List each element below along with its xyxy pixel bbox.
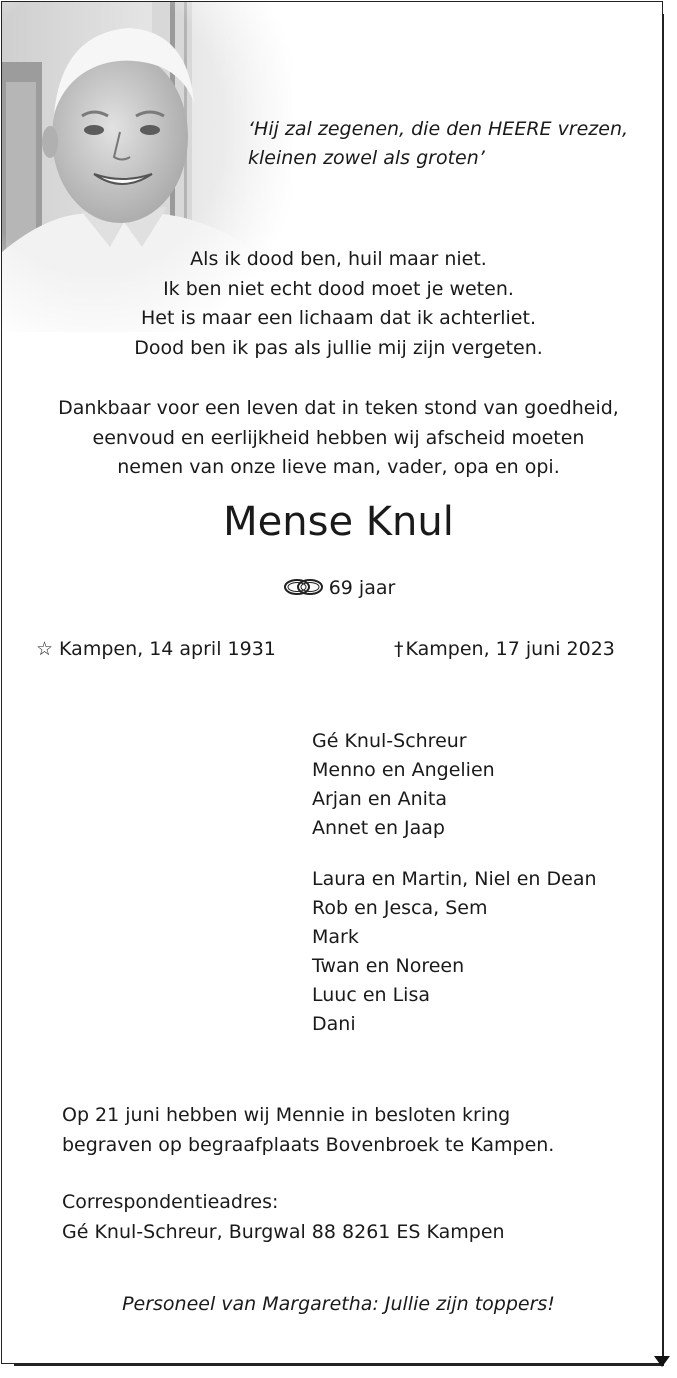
quote-line-2: kleinen zowel als groten’	[248, 147, 485, 169]
intro-line: nemen van onze lieve man, vader, opa en opi.	[117, 456, 560, 478]
wedding-rings-icon	[282, 577, 326, 597]
death-text: Kampen, 17 juni 2023	[405, 638, 615, 660]
quote-line-1: ‘Hij zal zegenen, die den HEERE vrezen,	[248, 118, 629, 140]
closing-thanks: Personeel van Margaretha: Jullie zijn toppers!	[122, 1293, 555, 1315]
list-item: Dani	[312, 1013, 356, 1035]
deceased-name: Mense Knul	[223, 499, 454, 545]
birth-text: Kampen, 14 april 1931	[59, 638, 276, 660]
list-item: Mark	[312, 926, 359, 948]
poem-line: Ik ben niet echt dood moet je weten.	[163, 277, 514, 300]
death-info	[394, 634, 615, 664]
burial-line: begraven op begraafplaats Bovenbroek te Kampen.	[62, 1133, 555, 1156]
border-shadow-bottom	[14, 1364, 664, 1366]
list-item: Luuc en Lisa	[312, 984, 430, 1006]
poem	[0, 245, 677, 363]
list-item: Gé Knul-Schreur	[312, 730, 467, 752]
list-item: Menno en Angelien	[312, 759, 495, 781]
poem-line: Als ik dood ben, huil maar niet.	[190, 248, 487, 270]
poem-line: Het is maar een lichaam dat ik achterliet.	[140, 307, 536, 329]
family-children-list	[312, 727, 495, 843]
star-icon: ☆	[36, 638, 54, 660]
family-grandchildren-list	[312, 865, 597, 1039]
cross-icon: †	[394, 638, 404, 660]
intro-line: eenvoud en eerlijkheid hebben wij afscheid moeten	[92, 426, 585, 449]
list-item: Twan en Noreen	[312, 955, 465, 977]
burial-notice	[62, 1101, 554, 1160]
correspondence-label: Correspondentieadres:	[62, 1191, 279, 1213]
list-item: Laura en Martin, Niel en Dean	[312, 868, 597, 890]
border-shadow-right	[662, 14, 664, 1366]
list-item: Annet en Jaap	[312, 817, 445, 839]
correspondence-address	[62, 1188, 505, 1247]
marriage-duration	[0, 574, 677, 602]
list-item: Rob en Jesca, Sem	[312, 897, 488, 919]
burial-line: Op 21 juni hebben wij Mennie in besloten kring	[62, 1104, 511, 1126]
poem-line: Dood ben ik pas als jullie mij zijn vergeten.	[134, 336, 543, 359]
intro-line: Dankbaar voor een leven dat in teken stond van goedheid,	[58, 397, 619, 419]
corner-arrow-icon	[654, 1356, 670, 1367]
marriage-years: 69 jaar	[328, 577, 396, 599]
list-item: Arjan en Anita	[312, 788, 447, 810]
intro-text	[0, 394, 677, 483]
bible-quote	[248, 115, 648, 173]
birth-info	[36, 634, 276, 664]
correspondence-address-line: Gé Knul-Schreur, Burgwal 88 8261 ES Kampen	[62, 1220, 505, 1243]
